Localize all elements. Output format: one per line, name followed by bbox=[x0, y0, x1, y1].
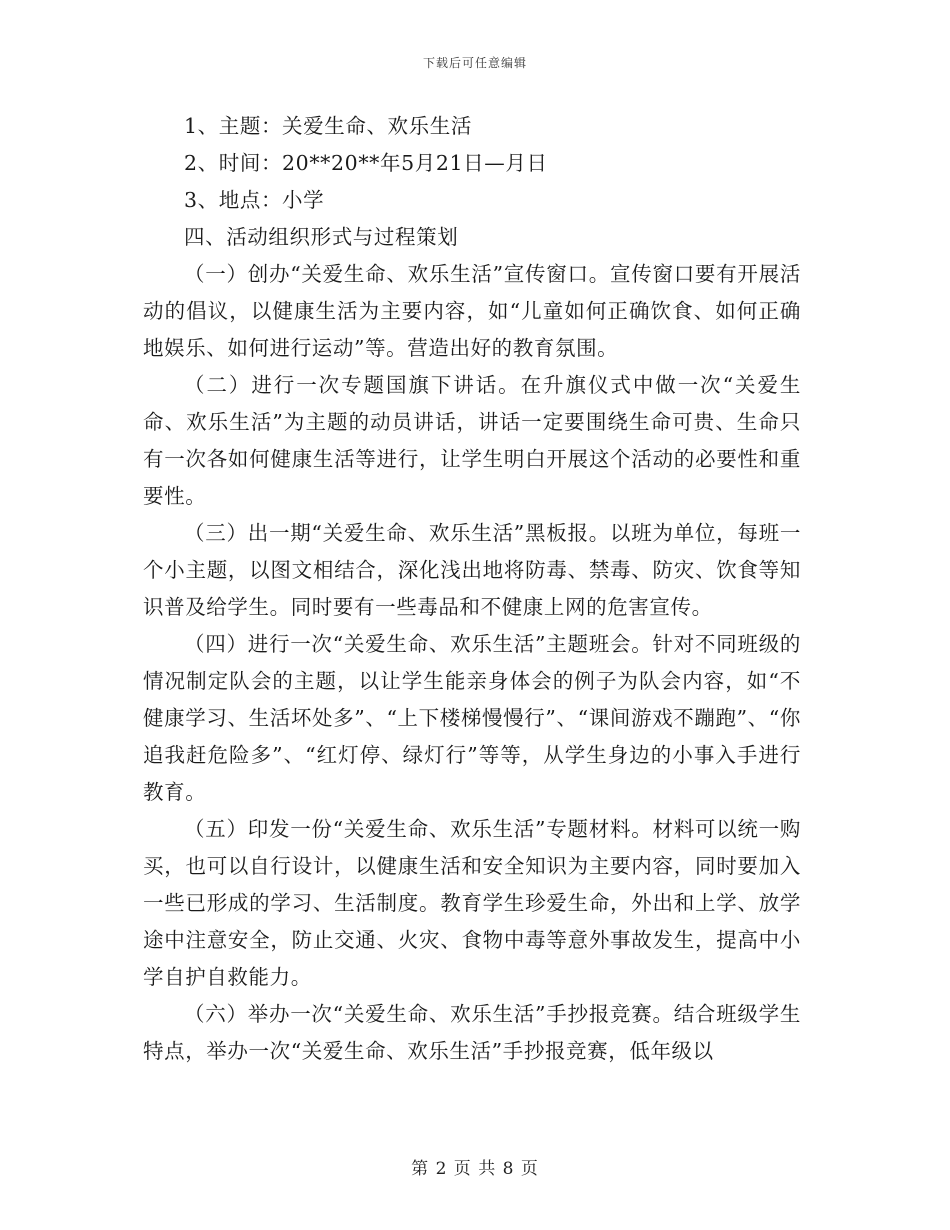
paragraph-1: （一）创办“关爱生命、欢乐生活”宣传窗口。宣传窗口要有开展活动的倡议，以健康生活为主要内容，如“儿童如何正确饮食、如何正确地娱乐、如何进行运动”等。营造出好的教育氛围。 bbox=[143, 262, 801, 360]
paragraph-5: （五）印发一份“关爱生命、欢乐生活”专题材料。材料可以统一购买，也可以自行设计，以健康生活和安全知识为主要内容，同时要加入一些已形成的学习、生活制度。教育学生珍爱生命，外出和上学、放学途中注意安全，防止交通、火灾、食物中毒等意外事故发生，提高中小学自护自救能力。 bbox=[143, 817, 801, 989]
item-theme: 1、主题：关爱生命、欢乐生活 bbox=[184, 114, 472, 138]
paragraph-3: （三）出一期“关爱生命、欢乐生活”黑板报。以班为单位，每班一个小主题，以图文相结合，深化浅出地将防毒、禁毒、防灾、饮食等知识普及给学生。同时要有一些毒品和不健康上网的危害宣传。 bbox=[143, 521, 801, 619]
document-body bbox=[143, 108, 801, 1070]
item-location: 3、地点：小学 bbox=[184, 188, 325, 212]
paragraph-2: （二）进行一次专题国旗下讲话。在升旗仪式中做一次“关爱生命、欢乐生活”为主题的动员讲话，讲话一定要围绕生命可贵、生命只有一次各如何健康生活等进行，让学生明白开展这个活动的必要性和重要性。 bbox=[143, 373, 801, 508]
item-time: 2、时间：20**20**年5月21日—月日 bbox=[184, 151, 548, 175]
paragraph-4: （四）进行一次“关爱生命、欢乐生活”主题班会。针对不同班级的情况制定队会的主题，以让学生能亲身体会的例子为队会内容，如“不健康学习、生活坏处多”、“上下楼梯慢慢行”、“课间游戏不蹦跑”、“你追我赶危险多”、“红灯停、绿灯行”等等，从学生身边的小事入手进行教育。 bbox=[143, 632, 801, 804]
section-heading: 四、活动组织形式与过程策划 bbox=[184, 225, 459, 249]
page-header: 下载后可任意编辑 bbox=[422, 56, 527, 70]
page-footer: 第 2 页 共 8 页 bbox=[411, 1159, 539, 1179]
paragraph-6: （六）举办一次“关爱生命、欢乐生活”手抄报竞赛。结合班级学生特点，举办一次“关爱生命、欢乐生活”手抄报竞赛，低年级以 bbox=[143, 1002, 801, 1063]
